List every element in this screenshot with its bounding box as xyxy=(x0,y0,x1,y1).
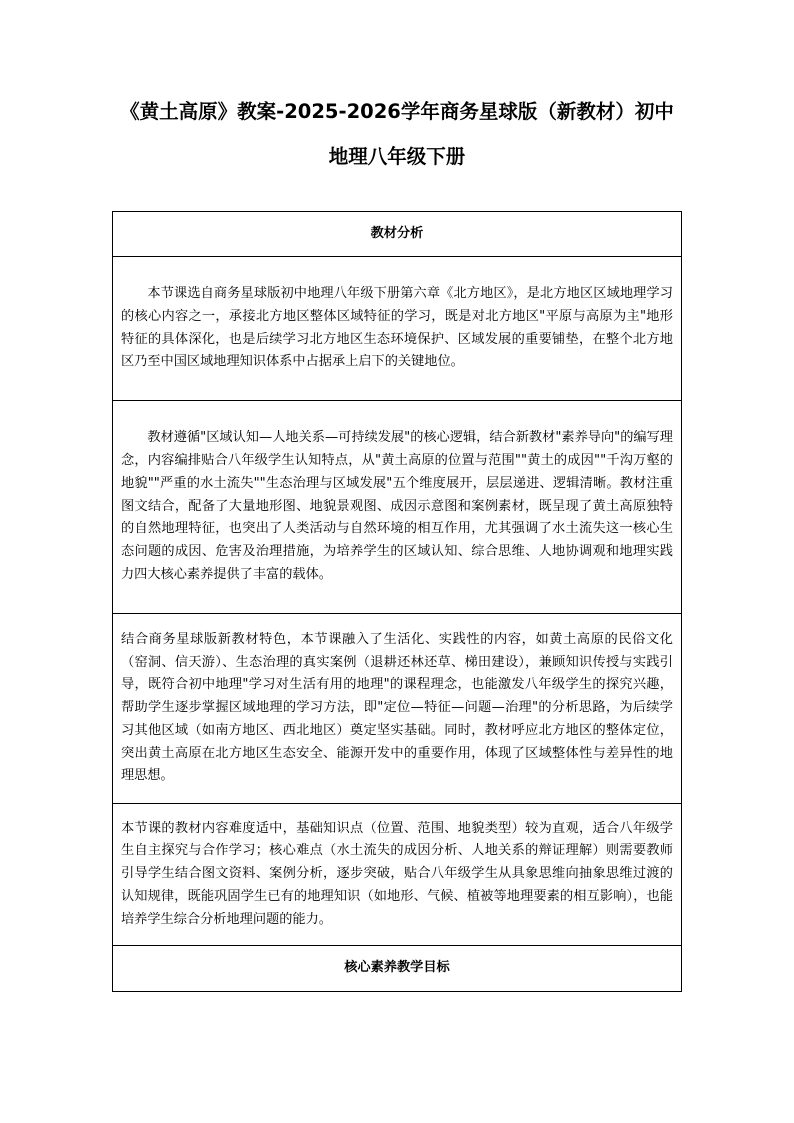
section-header-core-literacy-goals: 核心素养教学目标 xyxy=(113,946,682,992)
document-title-line-2: 地理八年级下册 xyxy=(328,145,466,168)
document-title-line-1: 《黄土高原》教案-2025-2026学年商务星球版（新教材）初中 xyxy=(120,100,674,123)
lesson-plan-table xyxy=(112,211,682,992)
analysis-paragraph-3: 结合商务星球版新教材特色，本节课融入了生活化、实践性的内容，如黄土高原的民俗文化（窑洞、信天游）、生态治理的真实案例（退耕还林还草、梯田建设），兼顾知识传授与实践引导，既符合初中地理"学习对生活有用的地理"的课程理念，也能激发八年级学生的探究兴趣，帮助学生逐步掌握区域地理的学习方法，即"定位—特征—问题—治理"的分析思路，为后续学习其他区域（如南方地区、西北地区）奠定坚实基础。同时，教材呼应北方地区的整体定位，突出黄土高原在北方地区生态安全、能源开发中的重要作用，体现了区域整体性与差异性的地理思想。 xyxy=(113,614,682,804)
table-row xyxy=(113,257,682,401)
analysis-paragraph-2: 教材遵循"区域认知—人地关系—可持续发展"的核心逻辑，结合新教材"素养导向"的编写理念，内容编排贴合八年级学生认知特点，从"黄土高原的位置与范围""黄土的成因""千沟万壑的地貌""严重的水土流失""生态治理与区域发展"五个维度展开，层层递进、逻辑清晰。教材注重图文结合，配备了大量地形图、地貌景观图、成因示意图和案例素材，既呈现了黄土高原独特的自然地理特征，也突出了人类活动与自然环境的相互作用，尤其强调了水土流失这一核心生态问题的成因、危害及治理措施，为培养学生的区域认知、综合思维、人地协调观和地理实践力四大核心素养提供了丰富的载体。 xyxy=(113,401,682,614)
table-row xyxy=(113,212,682,257)
table-row xyxy=(113,401,682,614)
section-header-textbook-analysis: 教材分析 xyxy=(113,212,682,257)
analysis-paragraph-4: 本节课的教材内容难度适中，基础知识点（位置、范围、地貌类型）较为直观，适合八年级学生自主探究与合作学习；核心难点（水土流失的成因分析、人地关系的辩证理解）则需要教师引导学生结合图文资料、案例分析，逐步突破，贴合八年级学生从具象思维向抽象思维过渡的认知规律，既能巩固学生已有的地理知识（如地形、气候、植被等地理要素的相互影响），也能培养学生综合分析地理问题的能力。 xyxy=(113,804,682,946)
table-row xyxy=(113,614,682,804)
analysis-paragraph-1: 本节课选自商务星球版初中地理八年级下册第六章《北方地区》，是北方地区区域地理学习的核心内容之一，承接北方地区整体区域特征的学习，既是对北方地区"平原与高原为主"地形特征的具体深化，也是后续学习北方地区生态环境保护、区域发展的重要铺垫，在整个北方地区乃至中国区域地理知识体系中占据承上启下的关键地位。 xyxy=(113,257,682,401)
table-row xyxy=(113,804,682,946)
table-row xyxy=(113,946,682,992)
